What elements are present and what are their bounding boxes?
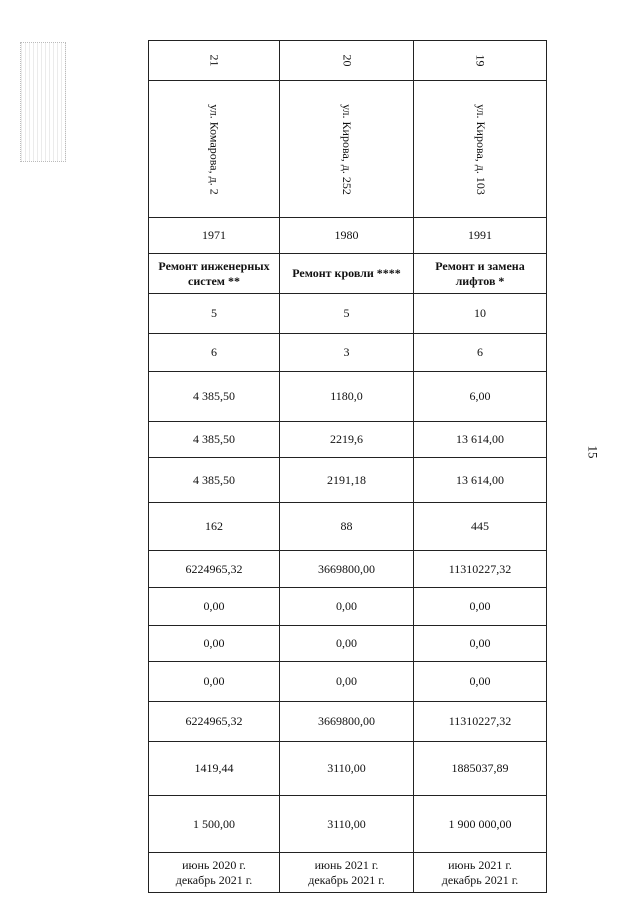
period-end: декабрь 2021 г. bbox=[175, 872, 253, 887]
cell-zero-1: 0,00 bbox=[280, 588, 414, 626]
cell-total-cost: 11310227,32 bbox=[414, 551, 547, 588]
cell-work-type: Ремонт и замена лифтов * bbox=[414, 254, 547, 294]
period-end: декабрь 2021 г. bbox=[441, 872, 519, 887]
row-zero-1 bbox=[149, 588, 547, 626]
row-total-cost bbox=[149, 551, 547, 588]
cell-v2: 6 bbox=[414, 334, 547, 372]
cell-address: ул. Кирова, д. 252 bbox=[280, 81, 414, 218]
cell-period bbox=[280, 853, 414, 893]
cell-address: ул. Комарова, д. 2 bbox=[149, 81, 280, 218]
cell-number: 21 bbox=[149, 41, 280, 81]
cell-number: 19 bbox=[414, 41, 547, 81]
row-work-type bbox=[149, 254, 547, 294]
cell-zero-3: 0,00 bbox=[149, 662, 280, 702]
cell-unit-cost: 1419,44 bbox=[149, 742, 280, 796]
cell-v1: 5 bbox=[280, 294, 414, 334]
cell-area1: 6,00 bbox=[414, 372, 547, 422]
cell-year: 1971 bbox=[149, 218, 280, 254]
row-owners-cost bbox=[149, 702, 547, 742]
cell-v1: 5 bbox=[149, 294, 280, 334]
row-residents bbox=[149, 503, 547, 551]
repair-registry-table bbox=[148, 40, 547, 893]
cell-work-type: Ремонт инженерных систем ** bbox=[149, 254, 280, 294]
cell-area2: 2219,6 bbox=[280, 422, 414, 458]
cell-period bbox=[414, 853, 547, 893]
row-unit-cost bbox=[149, 742, 547, 796]
cell-residents: 162 bbox=[149, 503, 280, 551]
row-number bbox=[149, 41, 547, 81]
row-period bbox=[149, 853, 547, 893]
cell-zero-1: 0,00 bbox=[414, 588, 547, 626]
cell-owners-cost: 3669800,00 bbox=[280, 702, 414, 742]
cell-address: ул. Кирова, д. 103 bbox=[414, 81, 547, 218]
cell-limit-cost: 1 900 000,00 bbox=[414, 796, 547, 853]
cell-total-cost: 6224965,32 bbox=[149, 551, 280, 588]
cell-owners-cost: 6224965,32 bbox=[149, 702, 280, 742]
cell-v1: 10 bbox=[414, 294, 547, 334]
cell-year: 1980 bbox=[280, 218, 414, 254]
cell-area2: 13 614,00 bbox=[414, 422, 547, 458]
period-start: июнь 2021 г. bbox=[448, 857, 512, 872]
row-limit-cost bbox=[149, 796, 547, 853]
row-v2 bbox=[149, 334, 547, 372]
archive-stamp bbox=[20, 42, 66, 162]
cell-period bbox=[149, 853, 280, 893]
period-end: декабрь 2021 г. bbox=[308, 872, 385, 887]
row-area2 bbox=[149, 422, 547, 458]
cell-area1: 1180,0 bbox=[280, 372, 414, 422]
row-area1 bbox=[149, 372, 547, 422]
cell-area3: 13 614,00 bbox=[414, 458, 547, 503]
cell-unit-cost: 1885037,89 bbox=[414, 742, 547, 796]
cell-area2: 4 385,50 bbox=[149, 422, 280, 458]
cell-area3: 2191,18 bbox=[280, 458, 414, 503]
row-zero-2 bbox=[149, 626, 547, 662]
row-zero-3 bbox=[149, 662, 547, 702]
row-year bbox=[149, 218, 547, 254]
cell-residents: 445 bbox=[414, 503, 547, 551]
cell-v2: 6 bbox=[149, 334, 280, 372]
cell-unit-cost: 3110,00 bbox=[280, 742, 414, 796]
cell-residents: 88 bbox=[280, 503, 414, 551]
cell-year: 1991 bbox=[414, 218, 547, 254]
cell-v2: 3 bbox=[280, 334, 414, 372]
cell-owners-cost: 11310227,32 bbox=[414, 702, 547, 742]
cell-zero-1: 0,00 bbox=[149, 588, 280, 626]
page-number: 15 bbox=[585, 445, 601, 459]
cell-area3: 4 385,50 bbox=[149, 458, 280, 503]
row-area3 bbox=[149, 458, 547, 503]
period-start: июнь 2021 г. bbox=[314, 857, 379, 872]
cell-zero-2: 0,00 bbox=[414, 626, 547, 662]
cell-area1: 4 385,50 bbox=[149, 372, 280, 422]
cell-zero-3: 0,00 bbox=[414, 662, 547, 702]
row-address bbox=[149, 81, 547, 218]
cell-zero-2: 0,00 bbox=[280, 626, 414, 662]
cell-zero-2: 0,00 bbox=[149, 626, 280, 662]
cell-zero-3: 0,00 bbox=[280, 662, 414, 702]
cell-work-type: Ремонт кровли **** bbox=[280, 254, 414, 294]
cell-limit-cost: 1 500,00 bbox=[149, 796, 280, 853]
row-v1 bbox=[149, 294, 547, 334]
cell-total-cost: 3669800,00 bbox=[280, 551, 414, 588]
cell-limit-cost: 3110,00 bbox=[280, 796, 414, 853]
cell-number: 20 bbox=[280, 41, 414, 81]
period-start: июнь 2020 г. bbox=[182, 857, 246, 872]
